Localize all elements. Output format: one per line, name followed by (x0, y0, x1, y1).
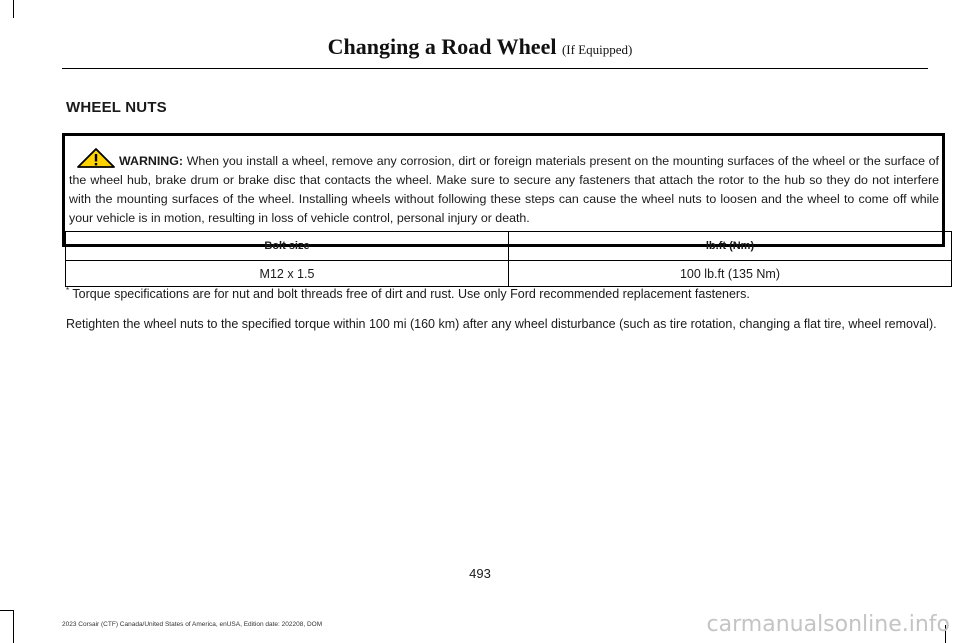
column-header-bolt-size: Bolt size (66, 232, 509, 261)
crop-mark-top-left (13, 0, 14, 18)
footnote-text: Torque specifications are for nut and bolt threads free of dirt and rust. Use only Ford recommended replacement fasteners. (72, 287, 750, 302)
table-row (66, 261, 952, 287)
edition-footer: 2023 Corsair (CTF) Canada/United States of America, enUSA, Edition date: 202208, DOM (62, 621, 323, 628)
warning-triangle-icon (77, 148, 115, 168)
section-heading: WHEEL NUTS (66, 99, 167, 116)
column-header-torque: lb.ft (Nm) (509, 232, 952, 261)
crop-mark-bottom-left-vertical (13, 610, 14, 643)
table-header-row (66, 232, 952, 261)
header-divider (62, 68, 928, 69)
chapter-subtitle: (If Equipped) (561, 42, 633, 57)
chapter-title: Changing a Road Wheel (327, 34, 557, 59)
footnote-marker: * (66, 286, 70, 295)
warning-box (62, 133, 945, 247)
retighten-paragraph: Retighten the wheel nuts to the specified torque within 100 mi (160 km) after any wheel disturbance (such as tire rotation, changing a flat tire, wheel removal). (66, 317, 937, 331)
torque-spec-table (65, 231, 952, 287)
watermark-link[interactable]: carmanualsonline.info (706, 612, 950, 637)
crop-mark-bottom-left-horizontal (0, 610, 14, 611)
bolt-size-cell: M12 x 1.5 (66, 261, 509, 287)
warning-label: WARNING: (119, 154, 184, 168)
torque-cell: 100 lb.ft (135 Nm) (509, 261, 952, 287)
warning-text: When you install a wheel, remove any corrosion, dirt or foreign materials present on the mounting surfaces of the wheel or the surface of the wheel hub, brake drum or brake disc that contacts the wheel. Make sure to secure any fasteners that attach the rotor to the hub so they do not interfere with the mounting surfaces of the wheel. Installing wheels without following these steps can cause the wheel nuts to loosen and the wheel to come off while your vehicle is in motion, resulting in loss of vehicle control, personal injury or death. (69, 154, 939, 225)
page-header-title (0, 34, 960, 60)
page-number: 493 (469, 566, 491, 581)
footnote (66, 286, 750, 301)
